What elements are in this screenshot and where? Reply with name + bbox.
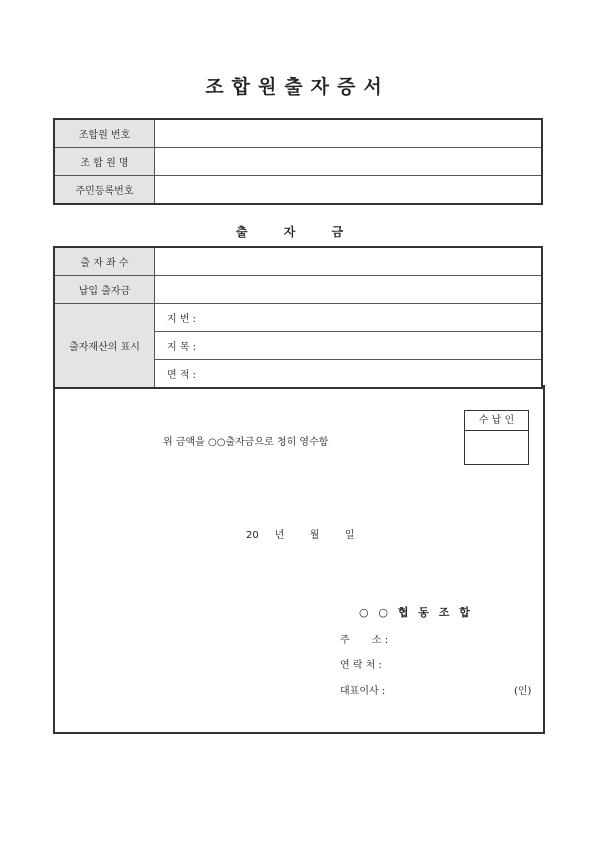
seal-mark: (인) [514, 686, 532, 697]
receipt-stamp-box [464, 410, 529, 465]
lot-number-field[interactable]: 지 번 : [155, 304, 543, 332]
address-label: 주 소 : [340, 635, 389, 646]
paid-amount-label: 납입 출자금 [54, 276, 155, 304]
receipt-text: 위 금액을 ○○출자금으로 청히 영수함 [163, 437, 329, 448]
paid-amount-field[interactable] [155, 276, 543, 304]
share-count-label: 출 자 좌 수 [54, 247, 155, 276]
member-name-field[interactable] [155, 148, 543, 176]
resident-number-label: 주민등록번호 [54, 176, 155, 205]
table-row [54, 247, 542, 276]
table-row [54, 119, 542, 148]
investment-table [53, 246, 543, 389]
member-number-field[interactable] [155, 119, 543, 148]
organization-name: ○ ○ 협 동 조 합 [359, 606, 473, 619]
member-info-table [53, 118, 543, 205]
table-row [54, 148, 542, 176]
land-category-field[interactable]: 지 목 : [155, 332, 543, 360]
resident-number-field[interactable] [155, 176, 543, 205]
table-row [54, 304, 542, 332]
property-label: 출자재산의 표시 [54, 304, 155, 389]
table-row [54, 276, 542, 304]
area-field[interactable]: 면 적 : [155, 360, 543, 389]
section-title: 출 자 금 [235, 225, 360, 239]
table-row [54, 176, 542, 205]
date-line: 20 년 월 일 [246, 530, 355, 541]
contact-label: 연 락 처 : [340, 660, 382, 671]
stamp-label: 수 납 인 [465, 411, 528, 431]
member-number-label: 조합원 번호 [54, 119, 155, 148]
share-count-field[interactable] [155, 247, 543, 276]
member-name-label: 조 합 원 명 [54, 148, 155, 176]
representative-label: 대표이사 : [340, 686, 386, 697]
document-title: 조합원출자증서 [205, 76, 390, 98]
